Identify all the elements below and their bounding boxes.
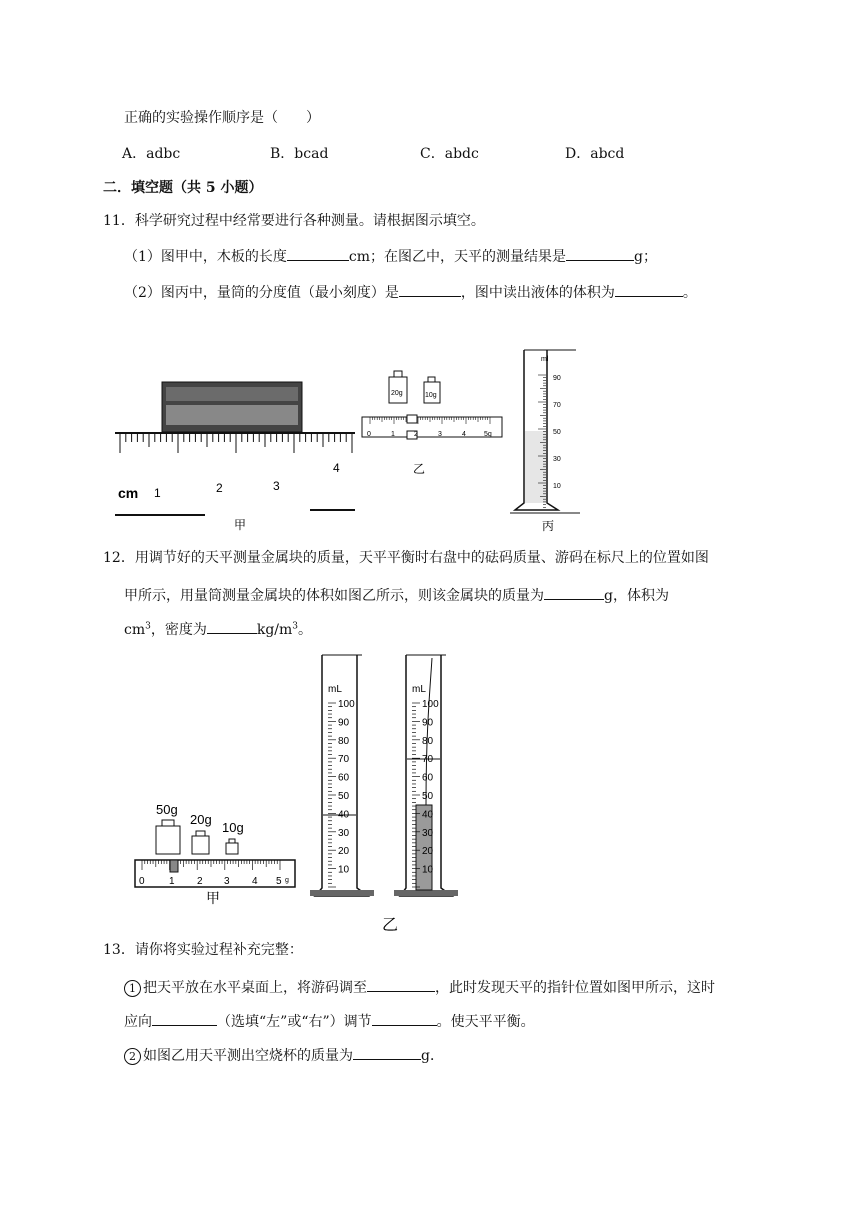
cylinder-tick-label: 70 xyxy=(338,754,350,766)
cylinder-tick-label: 10 xyxy=(553,483,561,490)
cylinder-figure-bing xyxy=(510,350,580,533)
cylinder-tick-label: 20 xyxy=(338,846,350,858)
answer-blank[interactable] xyxy=(152,1010,217,1026)
beam-tick-label: 1 xyxy=(391,431,395,438)
beam-unit: g xyxy=(285,877,289,884)
rider xyxy=(407,415,417,423)
ruler-tick-label: 3 xyxy=(273,479,280,493)
weight-knob xyxy=(428,377,435,382)
beam-tick-label: 5 xyxy=(276,876,282,887)
cylinder-tick-label: 50 xyxy=(422,791,434,802)
cylinder-tick-label: 30 xyxy=(338,827,350,839)
cylinder-tick-label: 90 xyxy=(422,717,434,729)
cylinder-tick-label: 60 xyxy=(422,772,434,784)
label-bing: 丙 xyxy=(542,519,555,533)
answer-blank[interactable] xyxy=(544,584,604,600)
ruler-figure-jia xyxy=(115,382,355,532)
beam-tick-label: 2 xyxy=(197,876,203,887)
weight-knob xyxy=(162,820,174,826)
ruler-unit: cm xyxy=(118,485,139,501)
answer-blank[interactable] xyxy=(566,245,634,261)
wood-board-grain xyxy=(166,387,298,401)
option-c[interactable]: C．abdc xyxy=(420,146,479,162)
weight-knob xyxy=(394,371,402,377)
cylinder-tick-label: 50 xyxy=(338,791,350,802)
cylinder-tick-label: 60 xyxy=(338,772,350,784)
balance-figure-jia xyxy=(135,802,295,906)
section-title: 二．填空题（共 5 小题） xyxy=(103,180,263,196)
wood-board-grain xyxy=(166,405,298,425)
cylinder-tick-label: 40 xyxy=(422,809,434,821)
cylinder-tick-label: 10 xyxy=(338,864,350,876)
beam-tick-label: 1 xyxy=(169,876,175,887)
cylinder-tick-label: 30 xyxy=(553,456,561,463)
cylinder-tick-label: 50 xyxy=(553,429,561,436)
label-yi: 乙 xyxy=(413,462,426,476)
cylinder-tick-label: 70 xyxy=(422,754,434,766)
answer-blank[interactable] xyxy=(353,1044,421,1060)
cylinder-tick-label: 70 xyxy=(553,402,561,409)
cylinder-figure-yi xyxy=(310,655,458,934)
option-a[interactable]: A．adbc xyxy=(122,146,181,162)
question-12-line3: $cm^3$，密度为 $kg/m^3$。 xyxy=(124,618,312,640)
weight-knob xyxy=(229,839,235,843)
rider xyxy=(170,860,178,872)
weight-20g xyxy=(192,836,209,854)
ruler-tick-label: 4 xyxy=(333,461,340,475)
question-13-step1-line1: 1 把天平放在水平桌面上，将游码调至 ，此时发现天平的指针位置如图甲所示，这时 xyxy=(124,976,715,998)
question-11-stem: 11．科学研究过程中经常要进行各种测量。请根据图示填空。 xyxy=(103,213,485,229)
cylinder-tick-label: 100 xyxy=(338,699,355,710)
beam-tick-label: 4 xyxy=(252,876,258,887)
cylinder-base xyxy=(310,890,374,896)
weight-label: 20g xyxy=(190,812,212,827)
cylinder-tick-label: 40 xyxy=(338,809,350,821)
step-marker: 2 xyxy=(124,1048,141,1065)
answer-blank[interactable] xyxy=(207,618,257,634)
question-12-figure xyxy=(130,650,470,935)
option-b[interactable]: B．bcad xyxy=(270,146,329,162)
answer-blank[interactable] xyxy=(372,1010,437,1026)
question-12-line2: 甲所示，用量筒测量金属块的体积如图乙所示，则该金属块的质量为 g，体积为 xyxy=(124,584,669,606)
label-jia: 甲 xyxy=(234,518,247,532)
cylinder-unit: ml xyxy=(541,356,549,363)
weight-label: 50g xyxy=(156,802,178,817)
cylinder-tick-label: 20 xyxy=(422,846,434,858)
answer-blank[interactable] xyxy=(399,281,461,297)
cylinder-tick-label: 10 xyxy=(422,864,434,876)
question-13-step1-line2: 应向 （选填“左”或“右”）调节 。使天平平衡。 xyxy=(124,1010,535,1032)
label-jia: 甲 xyxy=(206,890,220,906)
answer-blank[interactable] xyxy=(615,281,683,297)
beam-tick-label: 3 xyxy=(438,431,442,438)
cylinder-unit: mL xyxy=(328,684,342,695)
cylinder-right xyxy=(394,655,458,896)
cylinder-tick-label: 80 xyxy=(338,735,350,747)
weight-label: 10g xyxy=(222,820,244,835)
cylinder-tick-label: 80 xyxy=(422,735,434,747)
balance-figure-yi xyxy=(362,371,502,476)
liquid xyxy=(525,431,546,503)
cylinder-tick-label: 100 xyxy=(422,699,439,710)
answer-blank[interactable] xyxy=(367,976,435,992)
beam-tick-label: 0 xyxy=(139,876,145,887)
question-10-tail: 正确的实验操作顺序是（ ） xyxy=(124,110,320,126)
weight-label: 20g xyxy=(391,390,403,397)
cylinder-left xyxy=(310,655,374,896)
cylinder-base xyxy=(394,890,458,896)
step-marker: 1 xyxy=(124,980,141,997)
ruler-tick-label: 2 xyxy=(216,481,223,495)
beam-tick-label: 4 xyxy=(462,431,466,438)
cylinder-tick-label: 90 xyxy=(553,375,561,382)
beam-tick-label: 0 xyxy=(367,431,371,438)
question-13-stem: 13．请你将实验过程补充完整： xyxy=(103,942,303,958)
cylinder-tick-label: 30 xyxy=(422,827,434,839)
question-11-part2: （2）图丙中，量筒的分度值（最小刻度）是 ，图中读出液体的体积为 。 xyxy=(124,281,697,303)
label-yi: 乙 xyxy=(382,917,399,934)
question-12-line1: 12．用调节好的天平测量金属块的质量，天平平衡时右盘中的砝码质量、游码在标尺上的位置如图 xyxy=(103,550,709,566)
balance-beam-scale xyxy=(362,417,502,437)
ruler-ticks xyxy=(120,433,352,453)
weight-50g xyxy=(156,826,180,854)
cylinder-unit: mL xyxy=(412,684,426,695)
weight-10g xyxy=(226,843,238,854)
option-d[interactable]: D．abcd xyxy=(565,146,625,162)
question-13-step2: 2 如图乙用天平测出空烧杯的质量为 g． xyxy=(124,1044,444,1066)
question-11-figure xyxy=(110,345,590,535)
beam-tick-label: 3 xyxy=(224,876,230,887)
answer-blank[interactable] xyxy=(287,245,349,261)
question-11-part1: （1）图甲中，木板的长度 cm；在图乙中，天平的测量结果是 g； xyxy=(124,245,657,267)
cylinder-tick-label: 90 xyxy=(338,717,350,729)
beam-tick-label: 5g xyxy=(484,431,492,438)
balance-beam-scale xyxy=(135,860,295,887)
weight-knob xyxy=(196,831,205,836)
beam-tick-label: 2 xyxy=(414,431,418,438)
ruler-tick-label: 1 xyxy=(154,486,161,500)
weight-label: 10g xyxy=(425,392,437,399)
